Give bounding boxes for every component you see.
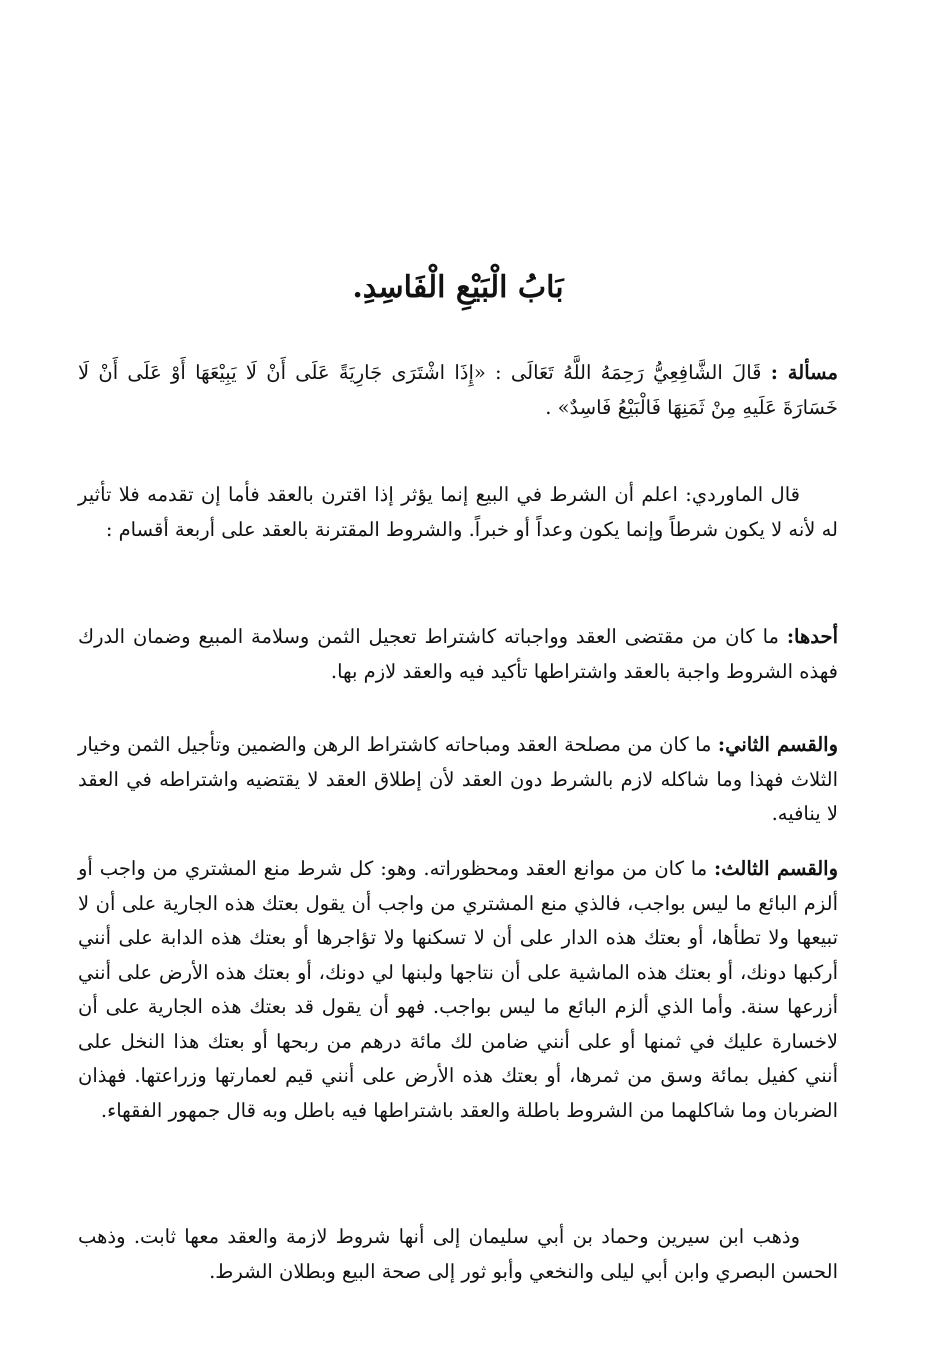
masala-lead: مسألة :: [770, 361, 838, 384]
second-section-paragraph: [78, 728, 838, 832]
first-section-lead: أحدها:: [786, 625, 838, 648]
sirin-paragraph: وذهب ابن سيرين وحماد بن أبي سليمان إلى أنها شروط لازمة والعقد معها ثابت. وذهب الحسن البصري وابن أبي ليلى والنخعي وأبو ثور إلى صحة البيع وبطلان الشرط.: [78, 1225, 838, 1283]
first-section-text: ما كان من مقتضى العقد وواجباته كاشتراط تعجيل الثمن وسلامة المبيع وضمان الدرك فهذه الشروط واجبة بالعقد واشتراطها تأكيد فيه والعقد لازم بها.: [78, 625, 838, 683]
mawardi-paragraph: قال الماوردي: اعلم أن الشرط في البيع إنما يؤثر إذا اقترن بالعقد فأما إن تقدمه فلا تأثير له لأنه لا يكون شرطاً وإنما يكون وعداً أو خبراً. والشروط المقترنة بالعقد على أربعة أقسام :: [78, 483, 838, 541]
document-page: [78, 0, 838, 1372]
third-section-paragraph: [78, 852, 838, 1128]
masala-text: قَالَ الشَّافِعِيُّ رَحِمَهُ اللَّهُ تَعَالَى : «إِذَا اشْتَرَى جَارِيَةً عَلَى أَنْ لَا يَبِيْعَهَا أَوْ عَلَى أَنْ لَا خَسَارَةَ عَلَيهِ مِنْ ثَمَنِهَا فَالْبَيْعُ فَاسِدٌ» .: [78, 361, 838, 419]
masala-paragraph: [78, 356, 838, 425]
second-section-lead: والقسم الثاني:: [717, 733, 838, 756]
third-section-lead: والقسم الثالث:: [714, 857, 838, 880]
first-section-paragraph: [78, 620, 838, 689]
chapter-title: بَابُ الْبَيْعِ الْفَاسِدِ.: [352, 270, 564, 305]
third-section-text: ما كان من موانع العقد ومحظوراته. وهو: كل شرط منع المشتري من واجب أو ألزم البائع ما ليس بواجب، فالذي منع المشتري من واجب أن يقول بعتك هذه الجارية على أن لا تبيعها ولا تطأها، أو بعتك هذه الدار على أن لا تسكنها ولا تؤاجرها أو بعتك هذه الدابة على أنني أركبها دونك، أو بعتك هذه الماشية على أن نتاجها ولبنها لي دونك، أو بعتك هذه الأرض على أنني أزرعها سنة. وأما الذي ألزم البائع ما ليس بواجب. فهو أن يقول قد بعتك هذه الجارية على أن لاخسارة عليك في ثمنها أو على أنني ضامن لك مائة درهم من ربحها أو بعتك هذا النخل على أنني كفيل بمائة وسق من ثمرها، أو بعتك هذه الأرض على أنني قيم لعمارتها وزراعتها. فهذان الضربان وما شاكلهما من الشروط باطلة والعقد باشتراطها فيه باطل وبه قال جمهور الفقهاء.: [78, 857, 838, 1122]
second-section-text: ما كان من مصلحة العقد ومباحاته كاشتراط الرهن والضمين وتأجيل الثمن وخيار الثلاث فهذا وما شاكله لازم بالشرط دون العقد لأن إطلاق العقد لا يقتضيه واشتراطه في العقد لا ينافيه.: [78, 733, 838, 825]
